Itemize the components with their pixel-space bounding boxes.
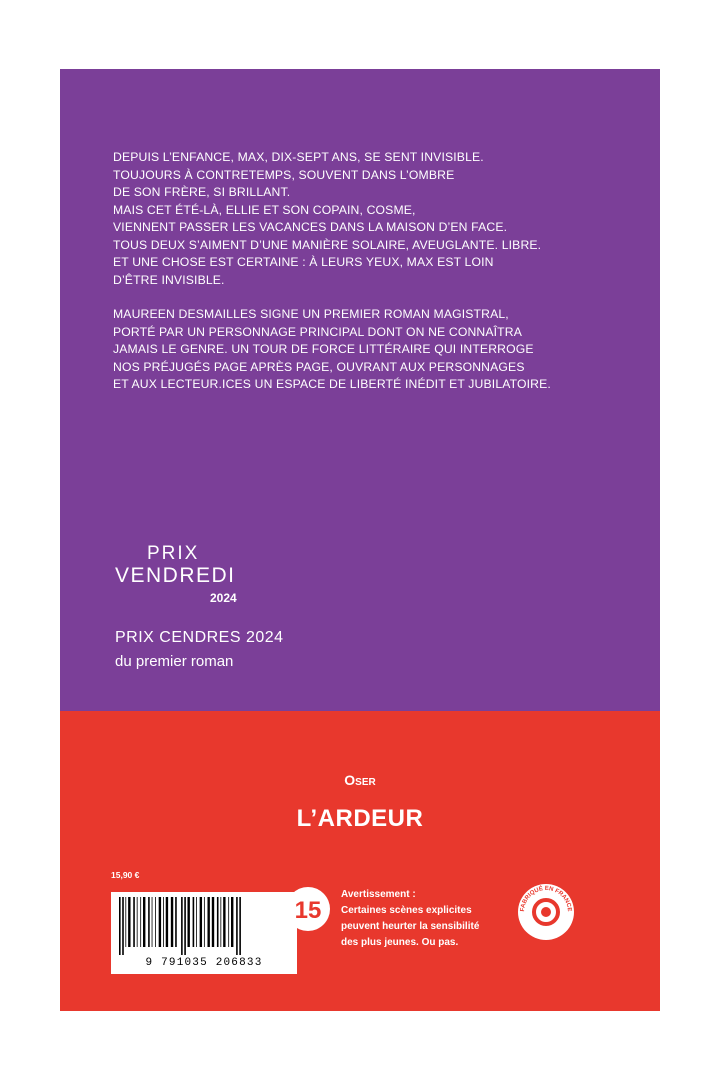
barcode-bar (231, 897, 233, 947)
barcode-bar (220, 897, 221, 947)
warning-line: des plus jeunes. Ou pas. (341, 937, 459, 948)
barcode-bars (119, 897, 289, 955)
barcode-bar (171, 897, 173, 947)
barcode-bar (159, 897, 161, 947)
blurb-paragraph-2 (113, 306, 633, 394)
barcode-bar (166, 897, 168, 947)
blurb-line: NOS PRÉJUGÉS PAGE APRÈS PAGE, OUVRANT AUX PERSONNAGES (113, 359, 525, 374)
collection-label: Oser (344, 772, 376, 788)
blurb-line: JAMAIS LE GENRE. UN TOUR DE FORCE LITTÉRAIRE QUI INTERROGE (113, 342, 534, 356)
blurb-line: TOUJOURS À CONTRETEMPS, SOUVENT DANS L’OMBRE (113, 167, 455, 182)
age-rating-label: 15 (294, 897, 322, 924)
prix-vendredi-year: 2024 (210, 591, 237, 605)
warning-line: Avertissement : (341, 889, 416, 900)
barcode-bar (125, 897, 126, 947)
prix-vendredi-name: VENDREDI (115, 564, 236, 587)
barcode-bar (155, 897, 156, 947)
blurb-line: DE SON FRÈRE, SI BRILLANT. (113, 185, 291, 199)
blurb-line: MAUREEN DESMAILLES SIGNE UN PREMIER ROMAN MAGISTRAL, (113, 307, 509, 321)
blurb-line: MAIS CET ÉTÉ-LÀ, ELLIE ET SON COPAIN, COSME, (113, 202, 416, 217)
prix-cendres-title: PRIX CENDRES 2024 (115, 629, 284, 646)
barcode-bar (187, 897, 189, 947)
barcode-bar (137, 897, 138, 947)
barcode-bar (196, 897, 197, 947)
barcode-bar (119, 897, 121, 955)
barcode-bar (228, 897, 229, 947)
blurb-line: VIENNENT PASSER LES VACANCES DANS LA MAISON D’EN FACE. (113, 220, 508, 234)
blurb-line: TOUS DEUX S’AIMENT D’UNE MANIÈRE SOLAIRE, AVEUGLANTE. LIBRE. (113, 237, 542, 252)
prix-vendredi-prix: PRIX (147, 543, 200, 564)
barcode-bar (204, 897, 205, 947)
blurb-line: D’ÊTRE INVISIBLE. (113, 272, 225, 287)
blurb-line: ET UNE CHOSE EST CERTAINE : À LEURS YEUX, MAX EST LOIN (113, 255, 494, 269)
barcode-bar (133, 897, 135, 947)
barcode-bar (181, 897, 183, 955)
blurb-line: DEPUIS L’ENFANCE, MAX, DIX-SEPT ANS, SE SENT INVISIBLE. (113, 150, 484, 164)
barcode-bar (152, 897, 153, 947)
blurb (113, 149, 633, 411)
prix-cendres-subtitle: du premier roman (115, 653, 234, 670)
warning-line: Certaines scènes explicites (341, 905, 472, 916)
barcode-bar (236, 897, 238, 955)
barcode-bar (148, 897, 150, 947)
barcode-bar (128, 897, 130, 947)
fabrique-en-france-logo (516, 882, 576, 942)
warning-line: peuvent heurter la sensibilité (341, 921, 480, 932)
age-rating-15-icon (284, 885, 332, 933)
barcode-bar (212, 897, 214, 947)
barcode (111, 892, 297, 974)
barcode-bar (217, 897, 219, 947)
fabrique-text: FABRIQUÉ EN FRANCE (519, 885, 573, 912)
barcode-bar (143, 897, 145, 947)
book-back-cover (60, 69, 660, 1011)
barcode-bar (223, 897, 225, 947)
barcode-bar (140, 897, 141, 947)
barcode-bar (184, 897, 186, 955)
price: 15,90 € (111, 870, 140, 880)
barcode-bar (239, 897, 241, 955)
blurb-line: ET AUX LECTEUR.ICES UN ESPACE DE LIBERTÉ INÉDIT ET JUBILATOIRE. (113, 377, 551, 391)
blurb-paragraph-1 (113, 149, 633, 289)
collection-name: L’ARDEUR (296, 805, 424, 832)
blurb-line: PORTÉ PAR UN PERSONNAGE PRINCIPAL DONT ON NE CONNAÎTRA (113, 324, 522, 339)
barcode-bar (207, 897, 209, 947)
barcode-bar (163, 897, 164, 947)
barcode-bar (175, 897, 177, 947)
barcode-bar (193, 897, 195, 947)
barcode-bar (200, 897, 202, 947)
barcode-bar (122, 897, 124, 955)
content-warning (341, 887, 479, 951)
purple-panel (60, 69, 660, 711)
isbn-digits: 9 791035 206833 (145, 957, 263, 969)
